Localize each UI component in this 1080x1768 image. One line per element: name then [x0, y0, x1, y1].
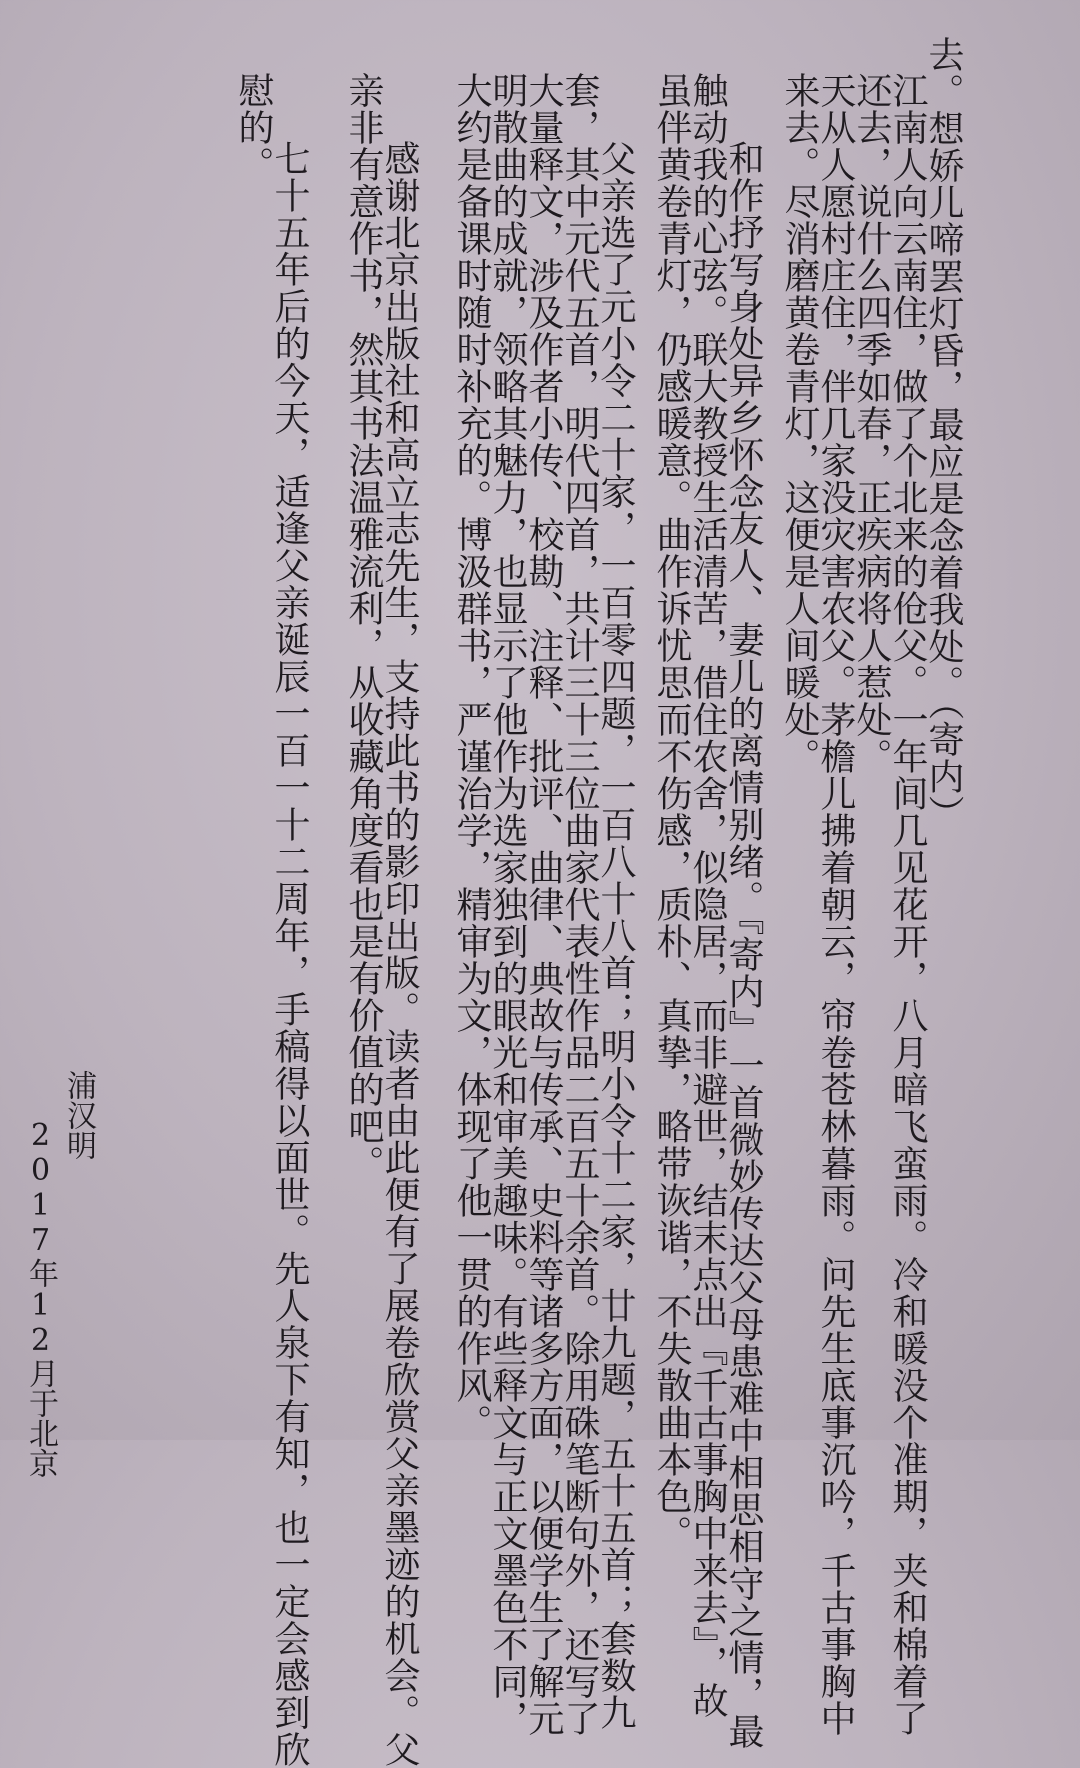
text-column: 去。想娇儿啼罢灯昏，最应是念着我处。（寄内） — [923, 36, 964, 832]
text-column: 和作抒写身处异乡怀念友人、妻儿的离情别绪。『寄内』一首微妙传达父母患难中相思相守之情，最 — [723, 140, 764, 1750]
text-column: 大约是备课时随时补充的。博汲群书，严谨治学，精审为文，体现了他一贯的作风。 — [451, 72, 492, 1441]
text-column: 天从人愿村庄住，伴几家没灾害农父。茅檐儿拂着朝云，帘卷苍林暮雨。问先生底事沉吟，千古事胸中 — [815, 72, 856, 1737]
text-column: 亲非有意作书，然其书法温雅流利，从收藏角度看也是有价值的吧。 — [343, 72, 384, 1182]
text-column: 套，其中元代五首，明代四首，共计三十三位曲家代表性作品二百五十余首。除用硃笔断句外，还写了 — [559, 72, 600, 1737]
text-column: 感谢北京出版社和高立志先生，支持此书的影印出版。读者由此便有了展卷欣赏父亲墨迹的机会。父 — [379, 140, 420, 1768]
text-column: 明散曲的成就，领略其魅力，也显示了他作为选家独到的眼光和审美趣味。有些释文与正文墨色不同， — [487, 72, 528, 1737]
text-column: 还去，说什么四季如春，正疾病将人惹处。 — [851, 72, 892, 775]
text-column: 七十五年后的今天，适逢父亲诞辰一百一十二周年，手稿得以面世。先人泉下有知，也一定会感到欣 — [269, 140, 310, 1768]
signature-date: 2017年12月于北京 — [23, 1118, 58, 1478]
text-column: 触动我的心弦。联大教授生活清苦，借住农舍，似隐居，而非避世，结末点出『千古事胸中来去』，故 — [687, 72, 728, 1719]
text-column: 父亲选了元小令二十家，一百零四题，一百八十八首；明小令十二家，廿九题，五十五首；套数九 — [595, 140, 636, 1731]
author-name: 浦汉明 — [61, 1070, 96, 1160]
text-column: 慰的。 — [233, 72, 274, 183]
text-column: 虽伴黄卷青灯，仍感暖意。曲作诉忧思而不伤感，质朴、真挚，略带诙谐，不失散曲本色。 — [651, 72, 692, 1552]
text-column: 来去。尽消磨黄卷青灯，这便是人间暖处。 — [779, 72, 820, 775]
text-column: 江南人向云南住，做了个北来的伧父。一年间几见花开，八月暗飞蛮雨。冷和暖没个准期，夹和棉着了 — [887, 72, 928, 1737]
text-column: 大量释文，涉及作者小传、校勘、注释、批评、曲律、典故与传承、史料等诸多方面，以便学生了解元 — [523, 72, 564, 1737]
